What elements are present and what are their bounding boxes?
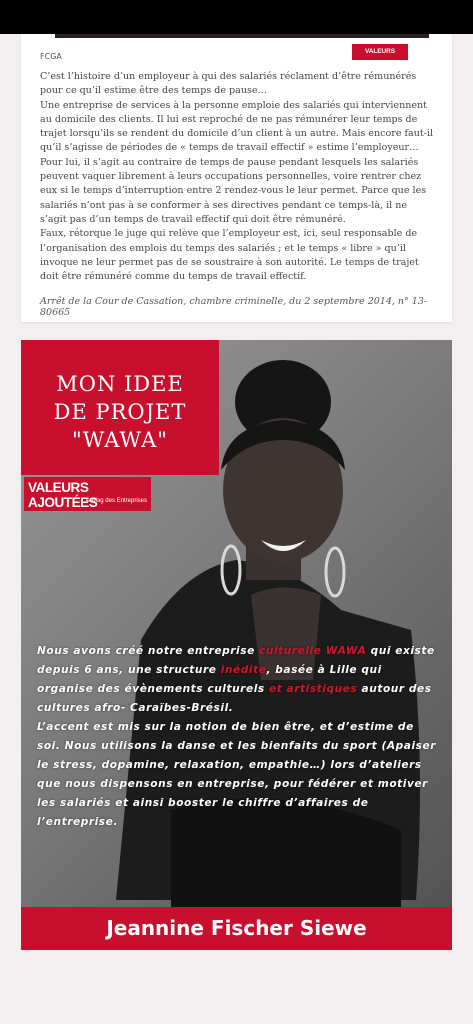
article-body bbox=[40, 70, 436, 284]
highlight-text: culturelle WAWA bbox=[259, 645, 367, 657]
article-paragraph: Une entreprise de services à la personne emploie des salariés qui interviennent au domicile des clients. Il lui est reproché de ne pas rémunérer leur temps de trajet lorsqu’ils se rendent du domicile d’un client à un autre. Mais encore faut-il qu’il s’agisse de périodes de « temps de travail effectif » estime l’employeur… bbox=[40, 99, 434, 154]
article-source: FCGA bbox=[40, 52, 62, 61]
poster-logo bbox=[24, 477, 151, 511]
highlight-text: inédite bbox=[220, 664, 267, 676]
poster-logo-sub: le Mag des Entreprises bbox=[85, 498, 147, 504]
article-card bbox=[21, 34, 452, 322]
valeurs-ajoutees-logo: VALEURS AJOUTÉES bbox=[352, 44, 408, 60]
text-segment: Nous avons créé notre entreprise bbox=[37, 645, 260, 657]
poster-title-line: MON IDEE bbox=[56, 372, 184, 396]
text-segment: autour des cultures afro- Caraïbes-Brésil. bbox=[37, 683, 432, 714]
highlight-text: et artistiques bbox=[268, 683, 358, 695]
article-paragraph: Faux, rétorque le juge qui relève que l’employeur est, ici, seul responsable de l’organisation des emplois du temps des salariés ; et le temps « libre » qu’il invoque ne leur permet pas de se soustraire à son autorité. Le temps de trajet doit être rémunéré comme du temps de travail effectif. bbox=[40, 228, 419, 283]
person-name: Jeannine Fischer Siewe bbox=[21, 907, 452, 950]
poster-paragraph-1 bbox=[37, 642, 437, 718]
article-paragraph: C’est l’histoire d’un employeur à qui des salariés réclament d’être rémunérés pour ce qu’il estime être des temps de pause… bbox=[40, 71, 417, 97]
article-paragraph: Pour lui, il s’agit au contraire de temps de pause pendant lesquels les salariés peuvent vaquer librement à leurs occupations personnelles, voire rentrer chez eux si le temps d’interruption entre 2 rendez-vous le leur permet. Parce que les salariés n’ont pas à se conformer à ses directives pendant ce temps-là, il ne s’agit pas d’un temps de travail effectif qui doit être rémunéré. bbox=[40, 156, 427, 225]
poster-paragraph-2: L’accent est mis sur la notion de bien être, et d’estime de soi. Nous utilisons la danse et les bienfaits du sport (Apaiser le stress, dopamine, relaxation, empathie…) lors d’ateliers que nous dispensons en entreprise, pour fédérer et motiver les salariés et ainsi booster le chiffre d’affaires de l’entreprise. bbox=[37, 721, 437, 828]
poster-description bbox=[37, 642, 437, 832]
article-citation: Arrêt de la Cour de Cassation, chambre criminelle, du 2 septembre 2014, n° 13-80665 bbox=[40, 296, 428, 318]
text-segment: , basée à Lille qui organise des évènements culturels bbox=[37, 664, 382, 695]
project-poster bbox=[21, 340, 452, 950]
status-bar bbox=[0, 0, 473, 34]
card-top-image-strip bbox=[55, 34, 429, 38]
poster-title-line: "WAWA" bbox=[72, 428, 168, 452]
poster-title-line: DE PROJET bbox=[53, 400, 187, 424]
poster-logo-main: VALEURS AJOUTÉES bbox=[28, 480, 98, 510]
poster-title bbox=[21, 370, 219, 454]
text-segment: qui existe depuis 6 ans, une structure bbox=[37, 645, 435, 676]
title-box bbox=[21, 340, 219, 475]
